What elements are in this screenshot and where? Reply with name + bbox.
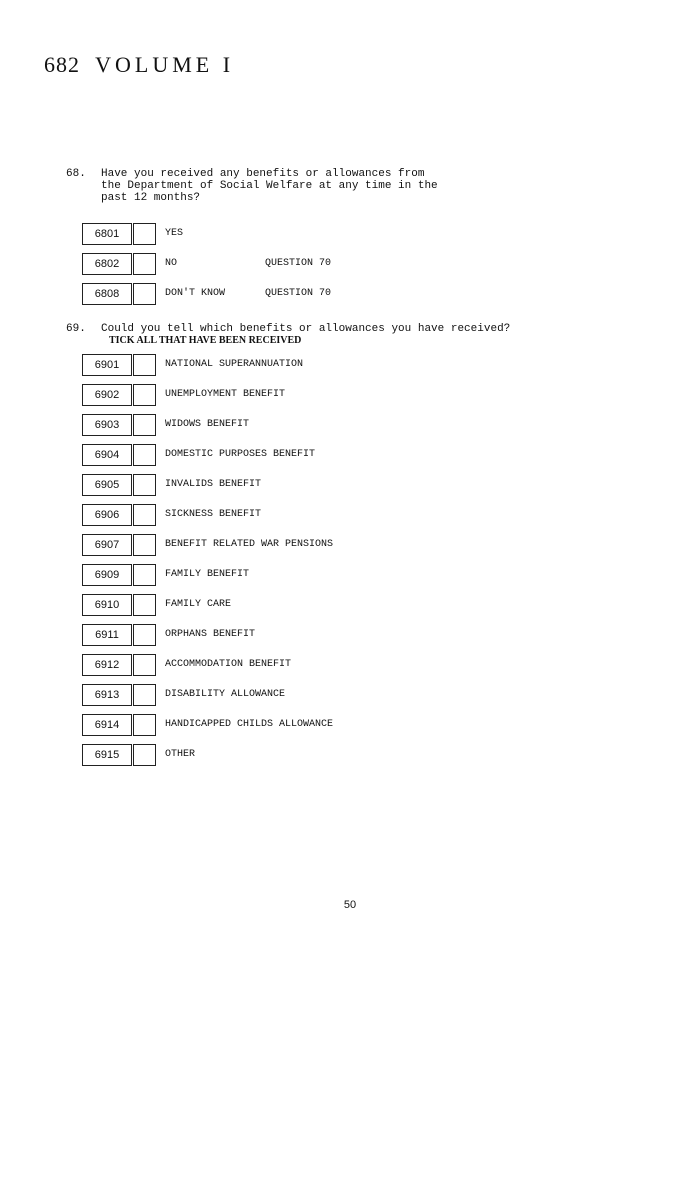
q69-option: [82, 444, 582, 468]
q69-option: [82, 624, 582, 648]
q68-option-code: 6801: [82, 223, 132, 245]
q69-option-checkbox[interactable]: [133, 684, 156, 706]
q69-option-checkbox[interactable]: [133, 714, 156, 736]
question-68-text: Have you received any benefits or allowances from the Department of Social Welfare at any time in the past 12 months?: [101, 168, 438, 204]
q68-option-skip: QUESTION 70: [265, 258, 332, 269]
q69-option-label: OTHER: [165, 749, 196, 760]
q69-option-code: 6914: [82, 714, 132, 736]
q69-option: [82, 354, 582, 378]
q68-option-checkbox[interactable]: [133, 283, 156, 305]
q69-option-code: 6903: [82, 414, 132, 436]
q69-option-code: 6912: [82, 654, 132, 676]
q69-option: [82, 654, 582, 678]
page-number: 50: [343, 899, 357, 911]
q69-option-checkbox[interactable]: [133, 444, 156, 466]
q69-option-code: 6905: [82, 474, 132, 496]
q68-option-label: DON'T KNOW: [165, 288, 226, 299]
q69-option-code: 6902: [82, 384, 132, 406]
q69-option: [82, 474, 582, 498]
q69-option-label: UNEMPLOYMENT BENEFIT: [165, 389, 286, 400]
question-69-instruction: TICK ALL THAT HAVE BEEN RECEIVED: [109, 335, 302, 346]
q69-option: [82, 684, 582, 708]
q69-option-code: 6909: [82, 564, 132, 586]
q68-option-code: 6802: [82, 253, 132, 275]
q69-option-checkbox[interactable]: [133, 654, 156, 676]
q68-option-yes: [82, 223, 582, 247]
page-header: [44, 52, 234, 78]
q69-option: [82, 594, 582, 618]
q69-option-code: 6904: [82, 444, 132, 466]
q69-option-label: FAMILY CARE: [165, 599, 232, 610]
q69-option-label: INVALIDS BENEFIT: [165, 479, 262, 490]
q68-option-dont-know: [82, 283, 582, 307]
q69-option: [82, 414, 582, 438]
q69-option-label: SICKNESS BENEFIT: [165, 509, 262, 520]
q69-option-label: WIDOWS BENEFIT: [165, 419, 250, 430]
q69-option-label: ORPHANS BENEFIT: [165, 629, 256, 640]
question-69-number: 69.: [66, 323, 86, 335]
q69-option-label: FAMILY BENEFIT: [165, 569, 250, 580]
q69-option-label: DISABILITY ALLOWANCE: [165, 689, 286, 700]
q69-option-label: NATIONAL SUPERANNUATION: [165, 359, 304, 370]
q69-option: [82, 504, 582, 528]
q69-option-code: 6911: [82, 624, 132, 646]
q69-option-checkbox[interactable]: [133, 624, 156, 646]
q69-option-code: 6906: [82, 504, 132, 526]
q68-option-checkbox[interactable]: [133, 223, 156, 245]
q68-option-no: [82, 253, 582, 277]
q69-option-label: DOMESTIC PURPOSES BENEFIT: [165, 449, 316, 460]
q68-option-code: 6808: [82, 283, 132, 305]
question-68-number: 68.: [66, 168, 86, 180]
q68-option-label: NO: [165, 258, 178, 269]
q69-option-label: BENEFIT RELATED WAR PENSIONS: [165, 539, 334, 550]
q69-option: [82, 564, 582, 588]
q69-option: [82, 534, 582, 558]
q69-option-code: 6901: [82, 354, 132, 376]
question-69-text: Could you tell which benefits or allowances you have received?: [101, 323, 511, 335]
q69-option: [82, 714, 582, 738]
q69-option-label: HANDICAPPED CHILDS ALLOWANCE: [165, 719, 334, 730]
q69-option-checkbox[interactable]: [133, 414, 156, 436]
q69-option-checkbox[interactable]: [133, 474, 156, 496]
q69-option-checkbox[interactable]: [133, 354, 156, 376]
q69-option-checkbox[interactable]: [133, 744, 156, 766]
q69-option-code: 6913: [82, 684, 132, 706]
q69-option-code: 6910: [82, 594, 132, 616]
q69-option-checkbox[interactable]: [133, 384, 156, 406]
q69-option: [82, 384, 582, 408]
q69-option-checkbox[interactable]: [133, 594, 156, 616]
q69-option: [82, 744, 582, 768]
q69-option-checkbox[interactable]: [133, 564, 156, 586]
q69-option-label: ACCOMMODATION BENEFIT: [165, 659, 292, 670]
page-header-number: 682: [44, 52, 80, 77]
q68-option-checkbox[interactable]: [133, 253, 156, 275]
page-header-title: VOLUME I: [95, 52, 235, 77]
q69-option-code: 6915: [82, 744, 132, 766]
q68-option-label: YES: [165, 228, 184, 239]
q69-option-checkbox[interactable]: [133, 534, 156, 556]
q69-option-checkbox[interactable]: [133, 504, 156, 526]
q69-option-code: 6907: [82, 534, 132, 556]
q68-option-skip: QUESTION 70: [265, 288, 332, 299]
